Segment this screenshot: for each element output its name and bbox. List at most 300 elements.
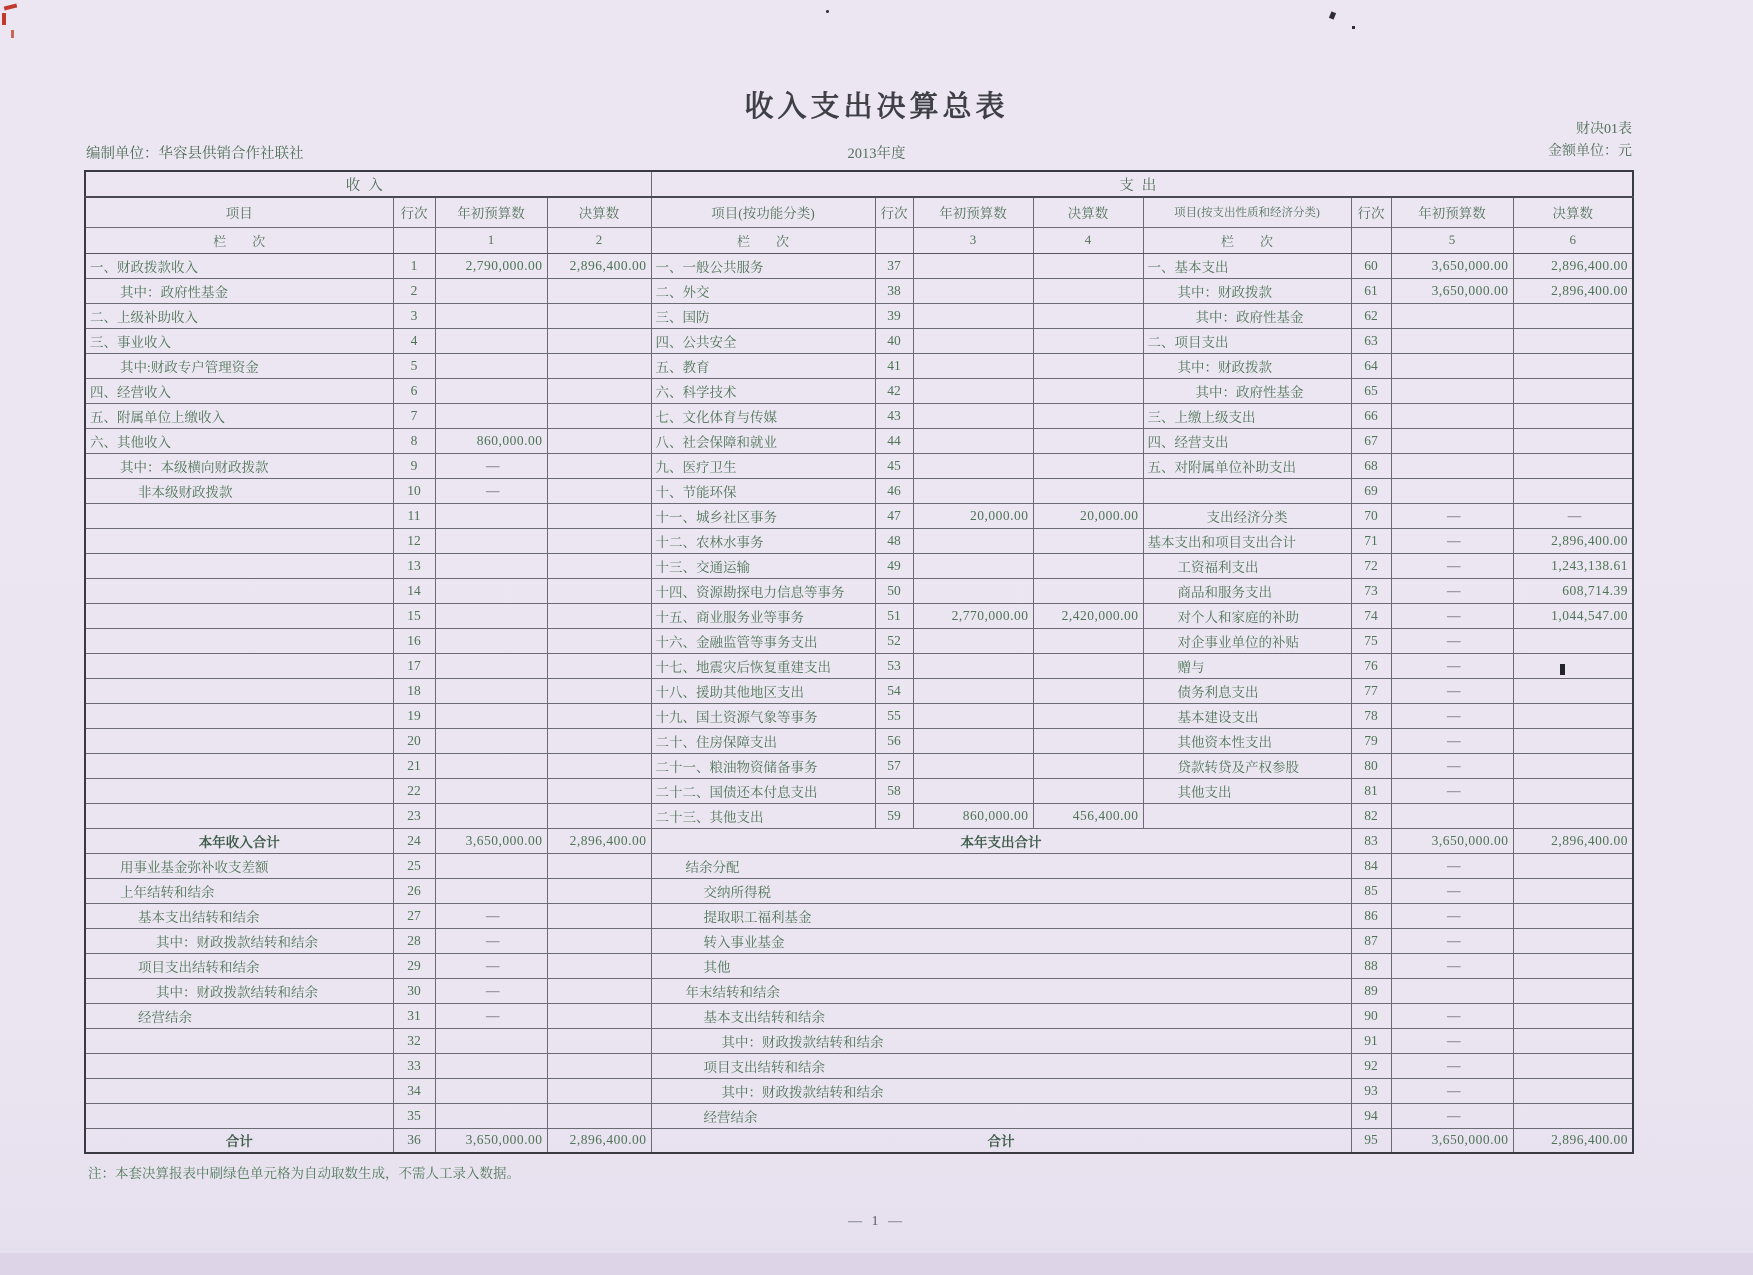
income-line-no-cell: 28: [393, 928, 435, 953]
expense-econ-final-cell: [1513, 678, 1633, 703]
income-line-no-cell: 5: [393, 353, 435, 378]
income-final-cell: [547, 478, 651, 503]
expense-econ-final-cell: [1513, 628, 1633, 653]
income-line-no-cell: 36: [393, 1128, 435, 1153]
expense-func-line-no-cell: 48: [875, 528, 913, 553]
expense-econ-line-no-cell: 77: [1351, 678, 1391, 703]
expense-func-final-header: 决算数: [1033, 197, 1143, 227]
expense-econ-line-no-cell: 76: [1351, 653, 1391, 678]
income-budget-cell: [435, 278, 547, 303]
income-budget-cell: [435, 503, 547, 528]
income-item-cell: [85, 678, 393, 703]
income-final-cell: 2,896,400.00: [547, 253, 651, 278]
expense-econ-budget-cell: —: [1391, 653, 1513, 678]
income-budget-cell: —: [435, 478, 547, 503]
table-row: [85, 578, 1633, 603]
income-budget-cell: 2,790,000.00: [435, 253, 547, 278]
table-row: [85, 778, 1633, 803]
income-budget-header: 年初预算数: [435, 197, 547, 227]
expense-econ-final-cell: [1513, 403, 1633, 428]
income-budget-cell: [435, 553, 547, 578]
income-line-no-cell: 3: [393, 303, 435, 328]
expense-econ-line-no-cell: 86: [1351, 903, 1391, 928]
income-line-no-cell: 34: [393, 1078, 435, 1103]
expense-func-line-no-cell: 58: [875, 778, 913, 803]
expense-econ-line-no-cell: 73: [1351, 578, 1391, 603]
expense-econ-final-cell: 2,896,400.00: [1513, 528, 1633, 553]
expense-func-budget-header: 年初预算数: [913, 197, 1033, 227]
income-final-cell: [547, 1103, 651, 1128]
expense-econ-final-cell: [1513, 953, 1633, 978]
expense-econ-budget-cell: —: [1391, 953, 1513, 978]
income-final-cell: [547, 1078, 651, 1103]
page-number: — 1 —: [848, 1214, 905, 1229]
income-final-cell: [547, 328, 651, 353]
expense-func-final-cell: [1033, 703, 1143, 728]
expense-econ-line-no-cell: 60: [1351, 253, 1391, 278]
income-line-no-cell: 19: [393, 703, 435, 728]
expense-func-line-no-cell: 47: [875, 503, 913, 528]
expense-econ-final-cell: [1513, 753, 1633, 778]
income-line-no-cell: 20: [393, 728, 435, 753]
expense-func-line-no-cell: 41: [875, 353, 913, 378]
expense-func-final-cell: [1033, 478, 1143, 503]
expense-econ-line-no-cell: 83: [1351, 828, 1391, 853]
expense-econ-item-cell: 三、上缴上级支出: [1143, 403, 1351, 428]
lanci-label-right: 栏 次: [1143, 227, 1351, 253]
income-line-no-cell: 30: [393, 978, 435, 1003]
expense-econ-line-no-cell: 70: [1351, 503, 1391, 528]
expense-econ-final-cell: 2,896,400.00: [1513, 1128, 1633, 1153]
footnote: 注：本套决算报表中刷绿色单元格为自动取数生成，不需人工录入数据。: [88, 1166, 520, 1181]
table-row: [85, 928, 1633, 953]
income-item-cell: 项目支出结转和结余: [85, 953, 393, 978]
final-accounts-summary-table: [84, 170, 1634, 1154]
expense-func-line-no-cell: 55: [875, 703, 913, 728]
expense-econ-budget-cell: [1391, 803, 1513, 828]
expense-merged-label-cell: 其他: [651, 953, 1351, 978]
income-final-cell: [547, 453, 651, 478]
expense-func-final-cell: [1033, 528, 1143, 553]
income-final-cell: [547, 378, 651, 403]
expense-func-final-cell: [1033, 378, 1143, 403]
income-final-cell: [547, 1053, 651, 1078]
expense-econ-budget-cell: —: [1391, 778, 1513, 803]
expense-func-final-cell: [1033, 578, 1143, 603]
income-budget-cell: [435, 528, 547, 553]
expense-econ-final-cell: [1513, 703, 1633, 728]
income-line-no-cell: 4: [393, 328, 435, 353]
column-number-5: 5: [1391, 227, 1513, 253]
column-number-6: 6: [1513, 227, 1633, 253]
income-final-cell: [547, 403, 651, 428]
expense-econ-item-cell: 对企事业单位的补贴: [1143, 628, 1351, 653]
expense-func-budget-cell: [913, 653, 1033, 678]
expense-econ-budget-cell: —: [1391, 903, 1513, 928]
expense-func-final-cell: [1033, 353, 1143, 378]
expense-econ-item-cell: 其中：政府性基金: [1143, 303, 1351, 328]
income-item-cell: 四、经营收入: [85, 378, 393, 403]
expense-func-item-cell: 二十三、其他支出: [651, 803, 875, 828]
expense-econ-line-no-cell: 81: [1351, 778, 1391, 803]
expense-econ-budget-cell: —: [1391, 1078, 1513, 1103]
table-row: [85, 403, 1633, 428]
income-item-cell: 经营结余: [85, 1003, 393, 1028]
expense-econ-budget-cell: [1391, 453, 1513, 478]
expense-func-final-cell: [1033, 628, 1143, 653]
expense-func-budget-cell: [913, 453, 1033, 478]
table-row: [85, 853, 1633, 878]
expense-econ-item-header: 项目(按支出性质和经济分类): [1143, 197, 1351, 227]
expense-econ-line-no-cell: 65: [1351, 378, 1391, 403]
expense-func-line-no-cell: 46: [875, 478, 913, 503]
expense-func-line-no-cell: 59: [875, 803, 913, 828]
currency-unit-label: 金额单位：元: [1548, 144, 1632, 159]
expense-econ-budget-cell: —: [1391, 853, 1513, 878]
expense-econ-line-no-cell: 68: [1351, 453, 1391, 478]
expense-econ-final-cell: [1513, 478, 1633, 503]
column-number-1: 1: [435, 227, 547, 253]
expense-econ-final-cell: [1513, 853, 1633, 878]
table-row: [85, 478, 1633, 503]
expense-econ-item-cell: 对个人和家庭的补助: [1143, 603, 1351, 628]
expense-econ-line-no-cell: 92: [1351, 1053, 1391, 1078]
expense-func-final-cell: [1033, 253, 1143, 278]
expense-func-final-cell: [1033, 328, 1143, 353]
expense-func-final-cell: [1033, 303, 1143, 328]
income-item-cell: [85, 1078, 393, 1103]
expense-econ-budget-cell: 3,650,000.00: [1391, 253, 1513, 278]
expense-func-item-cell: 十八、援助其他地区支出: [651, 678, 875, 703]
expense-econ-final-cell: [1513, 1053, 1633, 1078]
income-final-cell: [547, 953, 651, 978]
expense-merged-label-cell: 提取职工福利基金: [651, 903, 1351, 928]
expense-merged-label-cell: 转入事业基金: [651, 928, 1351, 953]
expense-func-line-no-cell: 43: [875, 403, 913, 428]
expense-func-item-cell: 一、一般公共服务: [651, 253, 875, 278]
expense-econ-line-no-cell: 90: [1351, 1003, 1391, 1028]
income-final-cell: [547, 578, 651, 603]
income-line-no-cell: 33: [393, 1053, 435, 1078]
expense-econ-item-cell: 其他资本性支出: [1143, 728, 1351, 753]
expense-func-line-no-cell: 45: [875, 453, 913, 478]
income-budget-cell: —: [435, 453, 547, 478]
expense-econ-line-no-cell: 75: [1351, 628, 1391, 653]
table-row: [85, 503, 1633, 528]
income-item-cell: [85, 803, 393, 828]
income-item-cell: 本年收入合计: [85, 828, 393, 853]
income-budget-cell: [435, 628, 547, 653]
expense-func-line-no-cell: 56: [875, 728, 913, 753]
expense-func-budget-cell: [913, 253, 1033, 278]
expense-econ-line-no-cell: 71: [1351, 528, 1391, 553]
expense-merged-label-cell: 本年支出合计: [651, 828, 1351, 853]
expense-econ-final-cell: [1513, 1003, 1633, 1028]
expense-econ-line-no-cell: 91: [1351, 1028, 1391, 1053]
group-header-row: [85, 171, 1633, 197]
expense-econ-final-cell: [1513, 803, 1633, 828]
expense-merged-label-cell: 基本支出结转和结余: [651, 1003, 1351, 1028]
expense-econ-final-cell: 2,896,400.00: [1513, 253, 1633, 278]
income-final-cell: [547, 678, 651, 703]
table-row: [85, 703, 1633, 728]
income-item-cell: 五、附属单位上缴收入: [85, 403, 393, 428]
expense-func-item-cell: 九、医疗卫生: [651, 453, 875, 478]
expense-func-item-cell: 二十、住房保障支出: [651, 728, 875, 753]
income-item-cell: [85, 553, 393, 578]
income-line-no-cell: 18: [393, 678, 435, 703]
expense-merged-label-cell: 其中：财政拨款结转和结余: [651, 1028, 1351, 1053]
expense-econ-line-no-cell: 74: [1351, 603, 1391, 628]
lanci-blank: [875, 227, 913, 253]
income-item-cell: 其中：财政拨款结转和结余: [85, 978, 393, 1003]
income-item-cell: [85, 503, 393, 528]
expense-func-budget-cell: [913, 278, 1033, 303]
expense-func-final-cell: 456,400.00: [1033, 803, 1143, 828]
income-line-no-cell: 31: [393, 1003, 435, 1028]
expense-func-item-cell: 十五、商业服务业等事务: [651, 603, 875, 628]
income-line-no-cell: 35: [393, 1103, 435, 1128]
expense-merged-label-cell: 年末结转和结余: [651, 978, 1351, 1003]
expense-econ-final-cell: [1513, 1103, 1633, 1128]
expense-econ-item-cell: 五、对附属单位补助支出: [1143, 453, 1351, 478]
income-item-cell: [85, 578, 393, 603]
table-row: [85, 753, 1633, 778]
income-item-cell: 合计: [85, 1128, 393, 1153]
expense-econ-item-cell: 一、基本支出: [1143, 253, 1351, 278]
expense-econ-final-cell: [1513, 378, 1633, 403]
expense-econ-final-cell: —: [1513, 503, 1633, 528]
expense-econ-budget-cell: —: [1391, 878, 1513, 903]
scan-speck: [1329, 11, 1336, 19]
income-line-no-cell: 32: [393, 1028, 435, 1053]
expense-econ-budget-cell: —: [1391, 928, 1513, 953]
expense-econ-line-no-cell: 64: [1351, 353, 1391, 378]
income-item-cell: 非本级财政拨款: [85, 478, 393, 503]
expense-econ-final-cell: [1513, 303, 1633, 328]
table-row: [85, 303, 1633, 328]
expense-func-budget-cell: [913, 403, 1033, 428]
table-row: [85, 728, 1633, 753]
expense-func-item-cell: 二十二、国债还本付息支出: [651, 778, 875, 803]
expense-econ-budget-cell: —: [1391, 1053, 1513, 1078]
expense-econ-budget-cell: —: [1391, 1003, 1513, 1028]
expense-econ-budget-cell: [1391, 378, 1513, 403]
income-line-no-cell: 22: [393, 778, 435, 803]
expense-econ-final-cell: [1513, 878, 1633, 903]
table-row: [85, 1103, 1633, 1128]
expense-func-line-no-cell: 38: [875, 278, 913, 303]
table-row: [85, 903, 1633, 928]
expense-econ-line-no-cell: 94: [1351, 1103, 1391, 1128]
expense-func-final-cell: [1033, 278, 1143, 303]
income-line-no-cell: 8: [393, 428, 435, 453]
expense-econ-line-no-cell: 67: [1351, 428, 1391, 453]
income-budget-cell: [435, 578, 547, 603]
income-budget-cell: [435, 678, 547, 703]
expense-merged-label-cell: 经营结余: [651, 1103, 1351, 1128]
income-budget-cell: —: [435, 978, 547, 1003]
income-line-no-cell: 24: [393, 828, 435, 853]
expense-econ-line-no-cell: 79: [1351, 728, 1391, 753]
table-row: [85, 378, 1633, 403]
expense-func-budget-cell: [913, 428, 1033, 453]
expense-func-item-cell: 十三、交通运输: [651, 553, 875, 578]
column-header-row: [85, 197, 1633, 227]
expense-func-item-cell: 三、国防: [651, 303, 875, 328]
expense-func-item-cell: 八、社会保障和就业: [651, 428, 875, 453]
income-line-no-cell: 29: [393, 953, 435, 978]
expense-econ-item-cell: 赠与: [1143, 653, 1351, 678]
table-row: [85, 1003, 1633, 1028]
table-row: [85, 803, 1633, 828]
income-final-cell: [547, 428, 651, 453]
income-budget-cell: [435, 778, 547, 803]
income-item-cell: [85, 653, 393, 678]
expense-econ-final-header: 决算数: [1513, 197, 1633, 227]
expense-func-item-header: 项目(按功能分类): [651, 197, 875, 227]
income-budget-cell: —: [435, 953, 547, 978]
expense-econ-line-no-header: 行次: [1351, 197, 1391, 227]
income-line-no-cell: 11: [393, 503, 435, 528]
expense-func-item-cell: 二、外交: [651, 278, 875, 303]
table-row: [85, 353, 1633, 378]
column-number-2: 2: [547, 227, 651, 253]
expense-func-final-cell: [1033, 653, 1143, 678]
income-final-cell: [547, 278, 651, 303]
lanci-label-left: 栏 次: [85, 227, 393, 253]
income-final-cell: [547, 503, 651, 528]
expense-econ-budget-cell: 3,650,000.00: [1391, 828, 1513, 853]
income-item-cell: 二、上级补助收入: [85, 303, 393, 328]
expense-func-final-cell: [1033, 553, 1143, 578]
expense-econ-final-cell: [1513, 903, 1633, 928]
expense-func-item-cell: 四、公共安全: [651, 328, 875, 353]
expense-merged-label-cell: 其中：财政拨款结转和结余: [651, 1078, 1351, 1103]
income-final-cell: [547, 353, 651, 378]
income-line-no-header: 行次: [393, 197, 435, 227]
expense-func-budget-cell: [913, 578, 1033, 603]
expense-func-line-no-cell: 42: [875, 378, 913, 403]
income-final-cell: [547, 878, 651, 903]
expense-econ-item-cell: 基本建设支出: [1143, 703, 1351, 728]
expense-func-line-no-cell: 52: [875, 628, 913, 653]
column-number-3: 3: [913, 227, 1033, 253]
expense-func-budget-cell: 2,770,000.00: [913, 603, 1033, 628]
income-line-no-cell: 26: [393, 878, 435, 903]
income-item-cell: 上年结转和结余: [85, 878, 393, 903]
table-row: [85, 828, 1633, 853]
expense-econ-item-cell: 支出经济分类: [1143, 503, 1351, 528]
income-item-cell: 其中：本级横向财政拨款: [85, 453, 393, 478]
expense-econ-item-cell: 贷款转贷及产权参股: [1143, 753, 1351, 778]
expense-merged-label-cell: 交纳所得税: [651, 878, 1351, 903]
column-number-row: [85, 227, 1633, 253]
expense-econ-budget-cell: [1391, 478, 1513, 503]
expense-func-line-no-cell: 40: [875, 328, 913, 353]
expense-func-final-cell: [1033, 778, 1143, 803]
income-line-no-cell: 12: [393, 528, 435, 553]
table-row: [85, 253, 1633, 278]
table-row: [85, 978, 1633, 1003]
expense-econ-final-cell: [1513, 728, 1633, 753]
income-budget-cell: [435, 878, 547, 903]
income-line-no-cell: 1: [393, 253, 435, 278]
income-line-no-cell: 17: [393, 653, 435, 678]
expense-func-item-cell: 十、节能环保: [651, 478, 875, 503]
expense-func-budget-cell: [913, 478, 1033, 503]
table-row: [85, 553, 1633, 578]
expense-func-line-no-cell: 37: [875, 253, 913, 278]
expense-econ-budget-cell: 3,650,000.00: [1391, 1128, 1513, 1153]
income-item-cell: 其中：政府性基金: [85, 278, 393, 303]
income-final-cell: [547, 803, 651, 828]
income-final-cell: [547, 853, 651, 878]
expense-econ-final-cell: [1513, 353, 1633, 378]
income-budget-cell: [435, 728, 547, 753]
expense-econ-item-cell: 二、项目支出: [1143, 328, 1351, 353]
expense-func-line-no-cell: 54: [875, 678, 913, 703]
income-group-header: 收入: [85, 171, 651, 197]
expense-econ-budget-header: 年初预算数: [1391, 197, 1513, 227]
expense-func-item-cell: 十一、城乡社区事务: [651, 503, 875, 528]
income-budget-cell: 3,650,000.00: [435, 1128, 547, 1153]
income-budget-cell: [435, 1103, 547, 1128]
expense-econ-budget-cell: —: [1391, 578, 1513, 603]
expense-econ-line-no-cell: 63: [1351, 328, 1391, 353]
scan-red-mark: [11, 30, 14, 38]
income-final-cell: [547, 903, 651, 928]
expense-econ-final-cell: [1513, 928, 1633, 953]
expense-func-final-cell: 2,420,000.00: [1033, 603, 1143, 628]
income-item-cell: 一、财政拨款收入: [85, 253, 393, 278]
income-budget-cell: 3,650,000.00: [435, 828, 547, 853]
lanci-blank: [393, 227, 435, 253]
expense-econ-final-cell: 1,044,547.00: [1513, 603, 1633, 628]
form-code-label: 财决01表: [1576, 122, 1632, 137]
income-budget-cell: [435, 328, 547, 353]
column-number-4: 4: [1033, 227, 1143, 253]
income-final-cell: [547, 1003, 651, 1028]
income-final-cell: [547, 978, 651, 1003]
income-budget-cell: [435, 853, 547, 878]
income-final-cell: [547, 703, 651, 728]
expense-econ-item-cell: 其中：政府性基金: [1143, 378, 1351, 403]
income-final-cell: 2,896,400.00: [547, 828, 651, 853]
income-line-no-cell: 10: [393, 478, 435, 503]
table-row: [85, 328, 1633, 353]
expense-econ-budget-cell: —: [1391, 528, 1513, 553]
income-line-no-cell: 21: [393, 753, 435, 778]
expense-econ-final-cell: [1513, 328, 1633, 353]
expense-econ-line-no-cell: 66: [1351, 403, 1391, 428]
expense-econ-item-cell: 工资福利支出: [1143, 553, 1351, 578]
income-final-cell: [547, 753, 651, 778]
expense-func-budget-cell: [913, 528, 1033, 553]
income-final-header: 决算数: [547, 197, 651, 227]
table-row: [85, 628, 1633, 653]
income-line-no-cell: 9: [393, 453, 435, 478]
income-line-no-cell: 13: [393, 553, 435, 578]
expense-econ-budget-cell: —: [1391, 1028, 1513, 1053]
scan-speck: [1560, 664, 1565, 675]
expense-econ-budget-cell: [1391, 303, 1513, 328]
income-line-no-cell: 15: [393, 603, 435, 628]
expense-func-line-no-cell: 44: [875, 428, 913, 453]
expense-econ-line-no-cell: 93: [1351, 1078, 1391, 1103]
income-item-cell: 三、事业收入: [85, 328, 393, 353]
income-budget-cell: [435, 703, 547, 728]
